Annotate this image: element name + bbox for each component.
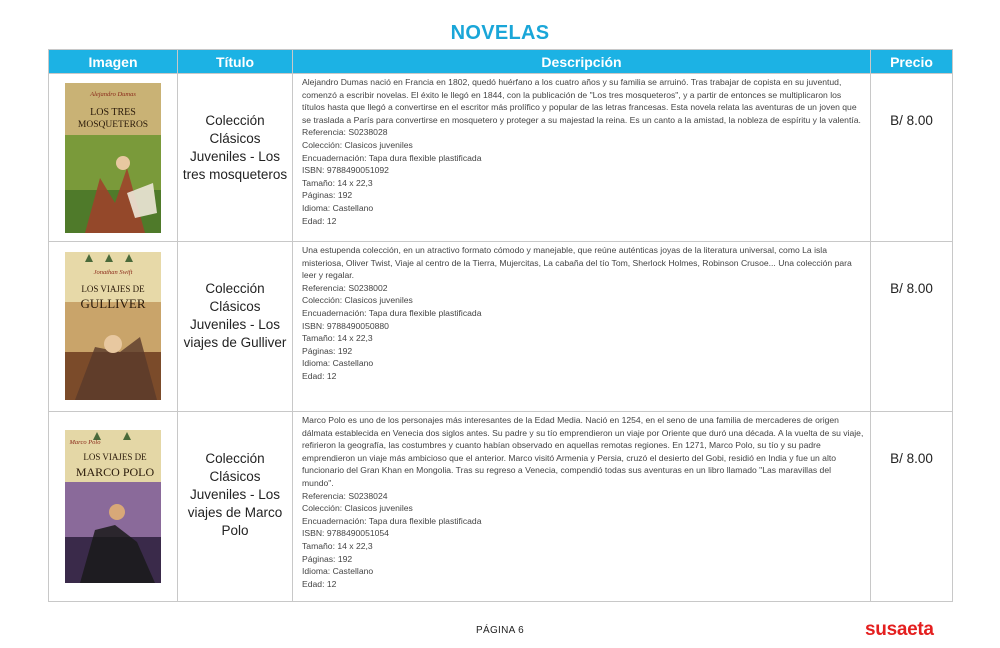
pages: Páginas: 192: [302, 345, 353, 356]
image-cell: [49, 242, 178, 412]
book-cover-image: [65, 430, 161, 583]
book-title: Colección Clásicos Juveniles - Los viajes de Marco Polo: [178, 412, 293, 602]
language: Idioma: Castellano: [302, 566, 374, 577]
book-description: [293, 412, 871, 602]
size: Tamaño: 14 x 22,3: [302, 177, 373, 188]
cover-title-line2: MOSQUETEROS: [77, 120, 149, 130]
description-text: Una estupenda colección, en un atractivo formato cómodo y manejable, que reúne auténticas joyas de la literatura universal, como La isla misteriosa, Oliver Twist, Viaje al centro de la Tierra, Mujercitas, La cabaña del tío Tom, Sherlock Holmes, Robinson Crusoe... Una colección para leer y regalar.: [302, 245, 852, 281]
size: Tamaño: 14 x 22,3: [302, 540, 373, 551]
collection: Colección: Clasicos juveniles: [302, 503, 413, 514]
binding: Encuadernación: Tapa dura flexible plastificada: [302, 515, 482, 526]
age: Edad: 12: [302, 215, 337, 226]
size: Tamaño: 14 x 22,3: [302, 333, 373, 344]
cover-figure-head: [116, 156, 130, 170]
cover-author: Alejandro Dumas: [90, 91, 136, 98]
cover-title-line2: GULLIVER: [80, 296, 146, 311]
book-cover-image: [65, 83, 161, 233]
brand-logo: susaeta: [865, 619, 934, 640]
binding: Encuadernación: Tapa dura flexible plastificada: [302, 307, 482, 318]
book-cover-image: [65, 252, 161, 400]
pages: Páginas: 192: [302, 553, 353, 564]
age: Edad: 12: [302, 370, 337, 381]
book-title: Colección Clásicos Juveniles - Los tres mosqueteros: [178, 74, 293, 242]
pages: Páginas: 192: [302, 190, 353, 201]
book-description: [293, 242, 871, 412]
isbn: ISBN: 9788490051092: [302, 165, 389, 176]
cover-title-line2: MARCO POLO: [75, 465, 155, 479]
table-row: [49, 412, 953, 602]
cover-figure-head: [104, 335, 122, 353]
reference: Referencia: S0238028: [302, 127, 388, 138]
collection: Colección: Clasicos juveniles: [302, 139, 413, 150]
collection: Colección: Clasicos juveniles: [302, 295, 413, 306]
language: Idioma: Castellano: [302, 202, 374, 213]
binding: Encuadernación: Tapa dura flexible plastificada: [302, 152, 482, 163]
header-image: Imagen: [49, 50, 178, 74]
book-price: B/ 8.00: [871, 242, 953, 412]
reference: Referencia: S0238002: [302, 282, 388, 293]
table-header-row: [49, 50, 953, 74]
book-price: B/ 8.00: [871, 74, 953, 242]
table-row: [49, 74, 953, 242]
description-text: Alejandro Dumas nació en Francia en 1802, quedó huérfano a los cuatro años y su familia se arruinó. Tras trabajar de copista en su juventud, comenzó a escribir novelas. El éxito le llegó en 1844, con la publicación de "Los tres mosqueteros", y a partir de entonces se multiplicaron los títulos hasta que llegó a convertirse en el escritor más prolífico y popular de las letras francesas. Esta novela relata las aventuras de un joven que se traslada a París para convertirse en mosquetero y proteger a su majestad la reina. Es un canto a la amistad, la nobleza de espíritu y la valentía.: [302, 77, 861, 125]
book-title: Colección Clásicos Juveniles - Los viajes de Gulliver: [178, 242, 293, 412]
cover-top: [65, 252, 161, 302]
cover-mid: [65, 135, 161, 190]
book-price: B/ 8.00: [871, 412, 953, 602]
page-number: PÁGINA 6: [476, 625, 524, 636]
cover-author: Marco Polo: [69, 439, 101, 446]
cover-author: Jonathan Swift: [93, 269, 133, 276]
cover-title-line1: LOS VIAJES DE: [81, 284, 145, 294]
book-description: [293, 74, 871, 242]
reference: Referencia: S0238024: [302, 490, 388, 501]
cover-figure-head: [109, 504, 125, 520]
header-title: Título: [178, 50, 293, 74]
isbn: ISBN: 9788490051054: [302, 528, 389, 539]
catalog-table: [48, 49, 953, 602]
language: Idioma: Castellano: [302, 358, 374, 369]
isbn: ISBN: 9788490050880: [302, 320, 389, 331]
description-text: Marco Polo es uno de los personajes más interesantes de la Edad Media. Nació en 1254, en el seno de una familia de mercaderes de origen dálmata establecida en Venecia dos siglos antes. Su padre y su tío emprendieron un viaje por Oriente que duró una década. A la vuelta de su viaje, refirieron la geografía, las costumbres y cuanto habían observado en aquellas remotas regiones. En 1271, Marco Polo, su tío y su padre emprendieron un viaje más ambicioso que el anterior. Marco visitó Armenia y Persia, cruzó el desierto del Gobi, residió en India y fue un alto funcionario del Gran Khan en Mongolia. Tras su regreso a Venecia, compendió todas sus aventuras en un libro llamado "Las maravillas del mundo".: [302, 415, 864, 488]
cover-title-line1: LOS TRES: [90, 107, 136, 118]
table-row: [49, 242, 953, 412]
image-cell: [49, 74, 178, 242]
header-description: Descripción: [293, 50, 871, 74]
age: Edad: 12: [302, 578, 337, 589]
cover-title-line1: LOS VIAJES DE: [83, 452, 147, 462]
header-price: Precio: [871, 50, 953, 74]
image-cell: [49, 412, 178, 602]
page-title: NOVELAS: [450, 22, 550, 44]
